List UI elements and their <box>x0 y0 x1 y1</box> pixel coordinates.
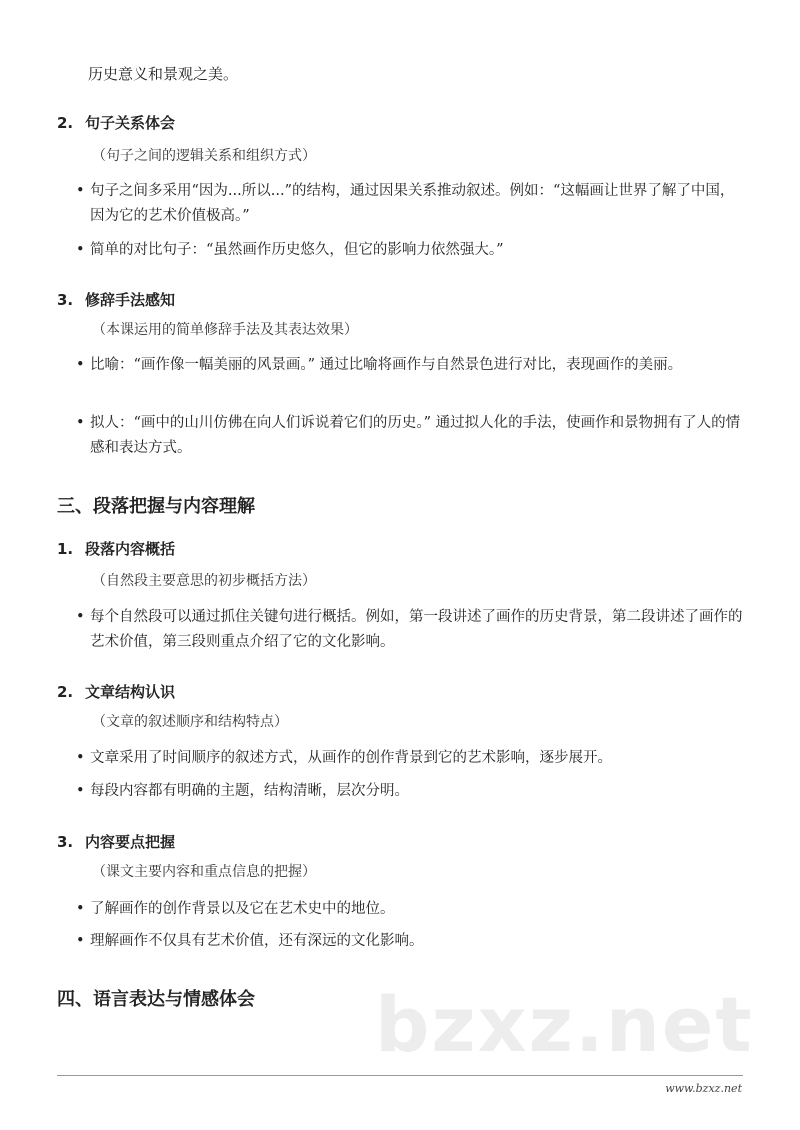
section-note: （自然段主要意思的初步概括方法） <box>92 573 316 589</box>
list-item <box>76 179 746 229</box>
heading-title: 文章结构认识 <box>85 683 176 701</box>
list-item-text: 句子之间多采用“因为...所以...”的结构，通过因果关系推动叙述。例如：“这幅画让世界了解了中国，因为它的艺术价值极高。” <box>90 183 735 224</box>
section-note: （课文主要内容和重点信息的把握） <box>92 864 316 880</box>
heading-content-points <box>57 831 175 853</box>
section-heading-language-emotion: 四、语言表达与情感体会 <box>57 989 255 1010</box>
heading-title: 段落内容概括 <box>85 540 176 558</box>
list-item-text: 比喻：“画作像一幅美丽的风景画。” 通过比喻将画作与自然景色进行对比，表现画作的美丽。 <box>90 357 683 373</box>
bullet-icon: • <box>76 783 85 799</box>
heading-number: 3. <box>57 833 74 851</box>
section-heading-paragraph-grasp: 三、段落把握与内容理解 <box>57 496 255 517</box>
heading-title: 修辞手法感知 <box>85 291 176 309</box>
bullet-icon: • <box>76 183 85 199</box>
list-item <box>76 238 746 263</box>
heading-title: 内容要点把握 <box>85 833 176 851</box>
heading-number: 2. <box>57 114 74 132</box>
bullet-icon: • <box>76 357 85 373</box>
continuation-text: 历史意义和景观之美。 <box>88 65 239 83</box>
list-item-text: 简单的对比句子：“虽然画作历史悠久，但它的影响力依然强大。” <box>90 242 504 258</box>
bullet-icon: • <box>76 901 85 917</box>
list-item-text: 拟人：“画中的山川仿佛在向人们诉说着它们的历史。” 通过拟人化的手法，使画作和景物拥有了人的情感和表达方式。 <box>90 415 741 456</box>
list-item-text: 每段内容都有明确的主题，结构清晰，层次分明。 <box>90 783 409 799</box>
list-item-text: 每个自然段可以通过抓住关键句进行概括。例如，第一段讲述了画作的历史背景，第二段讲述了画作的艺术价值，第三段则重点介绍了它的文化影响。 <box>90 609 743 650</box>
list-item-text: 了解画作的创作背景以及它在艺术史中的地位。 <box>90 901 395 917</box>
list-item <box>76 605 746 655</box>
heading-title: 句子关系体会 <box>85 114 176 132</box>
list-item-text: 文章采用了时间顺序的叙述方式，从画作的创作背景到它的艺术影响，逐步展开。 <box>90 750 612 766</box>
list-item <box>76 929 746 954</box>
heading-number: 3. <box>57 291 74 309</box>
bullet-icon: • <box>76 415 85 431</box>
section-note: （句子之间的逻辑关系和组织方式） <box>92 148 316 164</box>
bullet-icon: • <box>76 933 85 949</box>
footer-divider <box>57 1075 743 1076</box>
heading-number: 1. <box>57 540 74 558</box>
bullet-icon: • <box>76 750 85 766</box>
list-item <box>76 779 746 804</box>
heading-rhetoric <box>57 289 175 311</box>
list-item <box>76 353 746 378</box>
list-item <box>76 897 746 922</box>
watermark: bzxz.net <box>375 980 754 1069</box>
heading-article-structure <box>57 681 175 703</box>
list-item <box>76 746 746 771</box>
heading-sentence-relations <box>57 112 175 134</box>
bullet-icon: • <box>76 609 85 625</box>
heading-paragraph-summary <box>57 538 175 560</box>
list-item-text: 理解画作不仅具有艺术价值，还有深远的文化影响。 <box>90 933 424 949</box>
bullet-icon: • <box>76 242 85 258</box>
heading-number: 2. <box>57 683 74 701</box>
section-note: （文章的叙述顺序和结构特点） <box>92 714 288 730</box>
footer-url: www.bzxz.net <box>665 1082 742 1095</box>
section-note: （本课运用的简单修辞手法及其表达效果） <box>92 322 358 338</box>
list-item <box>76 411 746 461</box>
